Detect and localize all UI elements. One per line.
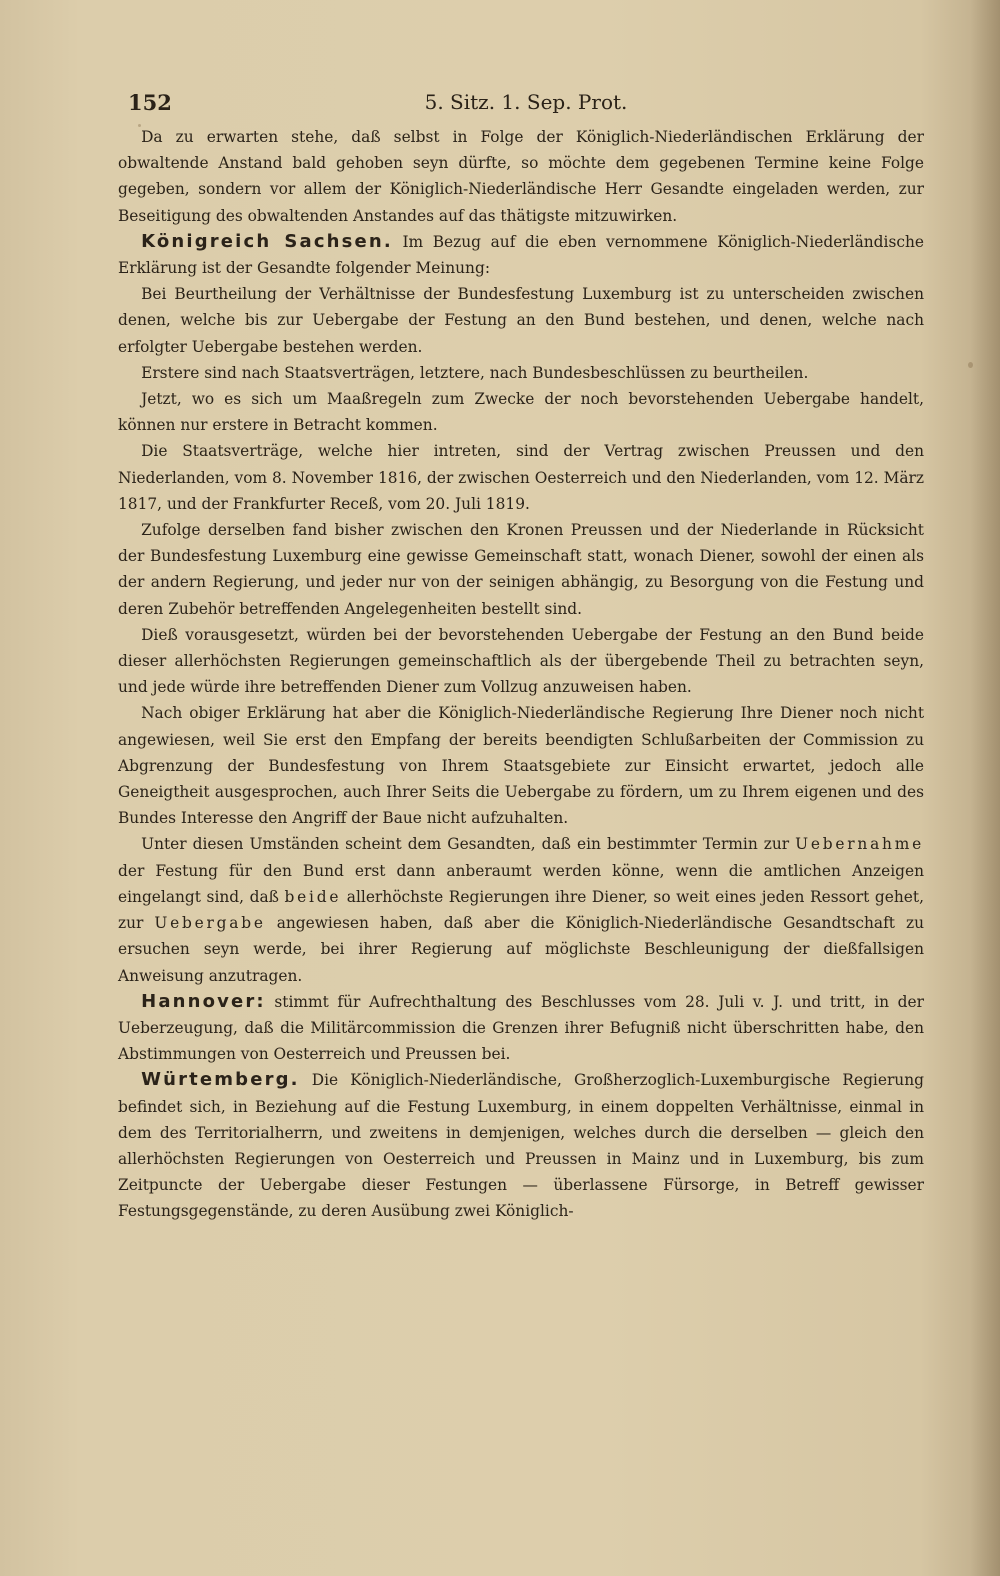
paper-stain-dot [968,362,973,368]
spaced-word-beide: beide [284,887,342,906]
paragraph-6: Die Staatsverträge, welche hier intreten, sind der Vertrag zwischen Preussen und den Niederlanden, vom 8. November 1816, der zwischen Oesterreich und den Niederlanden, vom 12. März 1817, und der Frankfurter Receß, vom 20. Juli 1819. [118,442,924,513]
state-name-hannover: Hannover: [141,990,266,1012]
spaced-word-uebergabe: Uebergabe [154,914,266,933]
paragraph-9: Nach obiger Erklärung hat aber die Königlich-Niederländische Regierung Ihre Diener noch nicht angewiesen, weil Sie erst den Empfang der bereits beendigten Schlußarbeiten der Commission zu Abgrenzung der Bundesfestung von Ihrem Staatsgebiete zur Einsicht erwartet, jedoch alle Geneigtheit ausgesprochen, auch Ihrer Seits die Uebergabe zu fördern, um zu Ihrem eigenen und des Bundes Interesse den Angriff der Baue nicht aufzuhalten. [118,704,924,828]
paragraph-sachsen: Königreich Sachsen. Im Bezug auf die eben vernommene Königlich-Niederländische Erklärung ist der Gesandte folgender Meinung: [118,230,924,278]
paragraph-10: Unter diesen Umständen scheint dem Gesandten, daß ein bestimmter Termin zur Uebernahme der Festung für den Bund erst dann anberaumt werden könne, wenn die amtlichen Anzeigen eingelangt sind, daß beide allerhöchste Regierungen ihre Diener, so weit eines jeden Ressort gehet, zur Uebergabe angewiesen haben, daß aber die Königlich-Niederländische Gesandtschaft zu ersuchen seyn werde, bei ihrer Regierung auf möglichste Beschleunigung der dießfallsigen Anweisung anzutragen. [118,835,924,985]
page-number: 152 [128,90,172,115]
spaced-word-uebernahme: Uebernahme [795,835,924,854]
running-head: 5. Sitz. 1. Sep. Prot. [424,90,628,114]
paragraph-4: Erstere sind nach Staatsverträgen, letztere, nach Bundesbeschlüssen zu beurtheilen. [141,363,809,382]
paragraph-8: Dieß vorausgesetzt, würden bei der bevorstehenden Uebergabe der Festung an den Bund beide dieser allerhöchsten Regierungen gemeinschaftlich als der übergebende Theil zu betrachten seyn, und jede würde ihre betreffenden Diener zum Vollzug anzuweisen haben. [118,625,924,697]
state-name-wuertemberg: Würtemberg. [141,1069,300,1091]
state-name-sachsen: Königreich Sachsen. [141,230,393,252]
paragraph-5: Jetzt, wo es sich um Maaßregeln zum Zwecke der noch bevorstehenden Uebergabe handelt, können nur erstere in Betracht kommen. [118,390,924,435]
body-text [118,124,924,1225]
paper-stain-dot [138,124,141,127]
page-header [128,90,924,120]
paragraph-hannover: Hannover: stimmt für Aufrechthaltung des Beschlusses vom 28. Juli v. J. und tritt, in der Ueberzeugung, daß die Militärcommission die Grenzen ihrer Befugniß nicht überschritten habe, den Abstimmungen von Oesterreich und Preussen bei. [118,990,924,1064]
paragraph-wuertemberg: Würtemberg. Die Königlich-Niederländische, Großherzoglich-Luxemburgische Regierung befindet sich, in Beziehung auf die Festung Luxemburg, in einem doppelten Verhältnisse, einmal in dem des Territorialherrn, und zweitens in demjenigen, welches durch die derselben — gleich den allerhöchsten Regierungen von Oesterreich und Preussen in Mainz und in Luxemburg, bis zum Zeitpuncte der Uebergabe dieser Festungen — überlassene Fürsorge, in Betreff gewisser Festungsgegenstände, zu deren Ausübung zwei Königlich- [118,1069,924,1221]
paragraph-3: Bei Beurtheilung der Verhältnisse der Bundesfestung Luxemburg ist zu unterscheiden zwischen denen, welche bis zur Uebergabe der Festung an den Bund bestehen, und denen, welche nach erfolgter Uebergabe bestehen werden. [118,285,924,356]
paragraph-1: Da zu erwarten stehe, daß selbst in Folge der Königlich-Niederländischen Erklärung der obwaltende Anstand bald gehoben seyn dürfte, so möchte dem gegebenen Termine keine Folge gegeben, sondern vor allem der Königlich-Niederländische Herr Gesandte eingeladen werden, zur Beseitigung des obwaltenden Anstandes auf das thätigste mitzuwirken. [118,128,924,225]
paragraph-7: Zufolge derselben fand bisher zwischen den Kronen Preussen und der Niederlande in Rücksicht der Bundesfestung Luxemburg eine gewisse Gemeinschaft statt, wonach Diener, sowohl der einen als der andern Regierung, und jeder nur von der seinigen abhängig, zu Besorgung von die Festung und deren Zubehör betreffenden Angelegenheiten bestellt sind. [118,521,924,618]
